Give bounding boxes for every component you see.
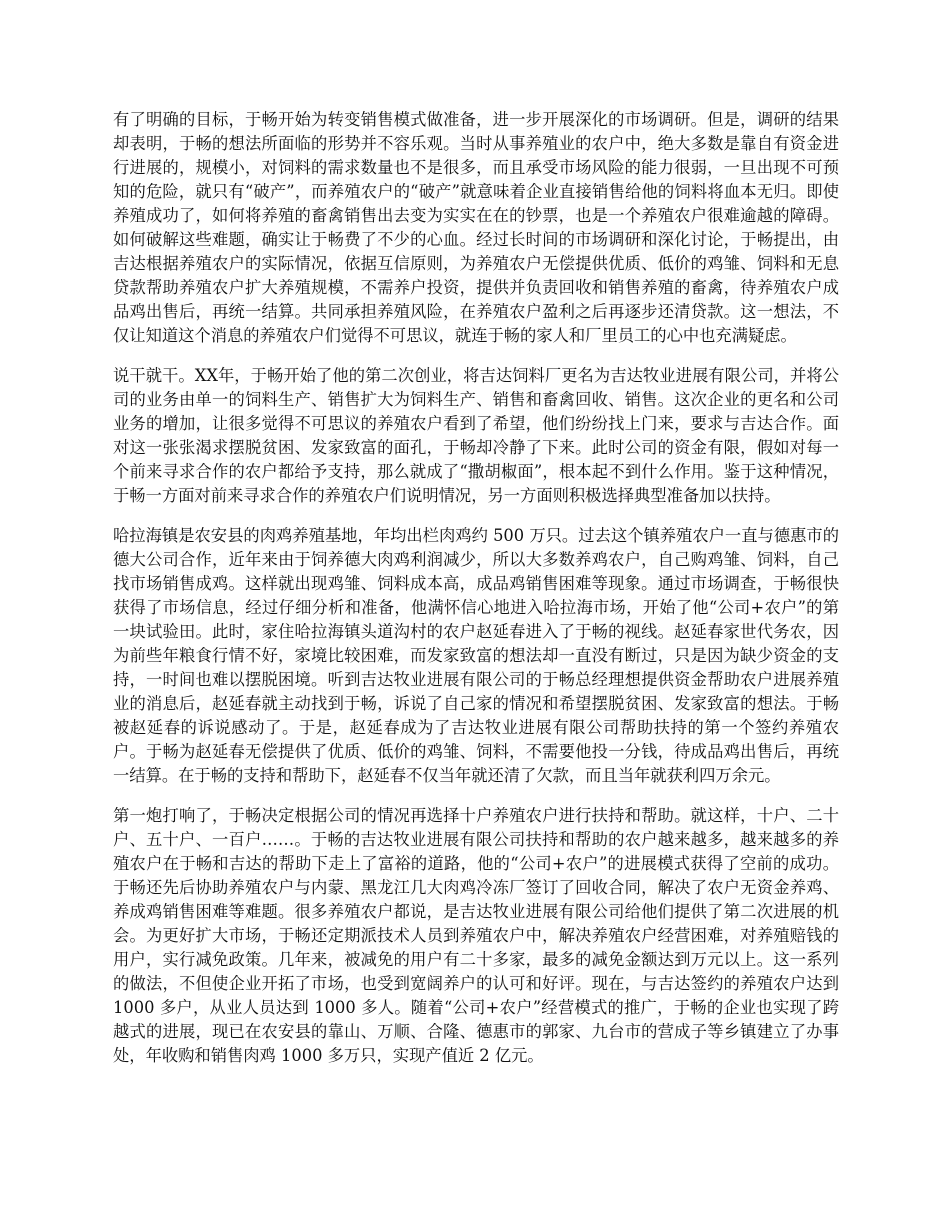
paragraph-4: 第一炮打响了，于畅决定根据公司的情况再选择十户养殖农户进行扶持和帮助。就这样，十户、二十户、五十户、一百户……。于畅的吉达牧业进展有限公司扶持和帮助的农户越来越多，越来越多的养殖农户在于畅和吉达的帮助下走上了富裕的道路，他的“公司+农户”的进展模式获得了空前的成功。于畅还先后协助养殖农户与内蒙、黑龙江几大肉鸡冷冻厂签订了回收合同，解决了农户无资金养鸡、养成鸡销售困难等难题。很多养殖农户都说，是吉达牧业进展有限公司给他们提供了第二次进展的机会。为更好扩大市场，于畅还定期派技术人员到养殖农户中，解决养殖农户经营困难，对养殖赔钱的用户，实行减免政策。几年来，被减免的用户有二十多家，最多的减免金额达到万元以上。这一系列的做法，不但使企业开拓了市场，也受到宽阔养户的认可和好评。现在，与吉达签约的养殖农户达到 1000 多户，从业人员达到 1000 多人。随着“公司+农户”经营模式的推广，于畅的企业也实现了跨越式的进展，现已在农安县的靠山、万顺、合隆、德惠市的郭家、九台市的营成子等乡镇建立了办事处，年收购和销售肉鸡 1000 多万只，实现产值近 2 亿元。	[113, 806, 839, 1065]
paragraph-2: 说干就干。XX年，于畅开始了他的第二次创业，将吉达饲料厂更名为吉达牧业进展有限公司，并将公司的业务由单一的饲料生产、销售扩大为饲料生产、销售和畜禽回收、销售。这次企业的更名和公司业务的增加，让很多觉得不可思议的养殖农户看到了希望，他们纷纷找上门来，要求与吉达合作。面对这一张张渴求摆脱贫困、发家致富的面孔，于畅却冷静了下来。此时公司的资金有限，假如对每一个前来寻求合作的农户都给予支持，那么就成了“撒胡椒面”，根本起不到什么作用。鉴于这种情况，于畅一方面对前来寻求合作的养殖农户们说明情况，另一方面则积极选择典型准备加以扶持。	[113, 366, 839, 505]
document-body	[113, 108, 839, 1084]
paragraph-3: 哈拉海镇是农安县的肉鸡养殖基地，年均出栏肉鸡约 500 万只。过去这个镇养殖农户一直与德惠市的德大公司合作，近年来由于饲养德大肉鸡利润减少，所以大多数养鸡农户，自己购鸡雏、饲料，自己找市场销售成鸡。这样就出现鸡雏、饲料成本高，成品鸡销售困难等现象。通过市场调查，于畅很快获得了市场信息，经过仔细分析和准备，他满怀信心地进入哈拉海市场，开始了他“公司+农户”的第一块试验田。此时，家住哈拉海镇头道沟村的农户赵延春进入了于畅的视线。赵延春家世代务农，因为前些年粮食行情不好，家境比较困难，而发家致富的想法却一直没有断过，只是因为缺少资金的支持，一时间也难以摆脱困境。听到吉达牧业进展有限公司的于畅总经理想提供资金帮助农户进展养殖业的消息后，赵延春就主动找到于畅，诉说了自己家的情况和希望摆脱贫困、发家致富的想法。于畅被赵延春的诉说感动了。于是，赵延春成为了吉达牧业进展有限公司帮助扶持的第一个签约养殖农户。于畅为赵延春无偿提供了优质、低价的鸡雏、饲料，不需要他投一分钱，待成品鸡出售后，再统一结算。在于畅的支持和帮助下，赵延春不仅当年就还清了欠款，而且当年就获利四万余元。	[113, 526, 839, 785]
paragraph-1: 有了明确的目标，于畅开始为转变销售模式做准备，进一步开展深化的市场调研。但是，调研的结果却表明，于畅的想法所面临的形势并不容乐观。当时从事养殖业的农户中，绝大多数是靠自有资金进行进展的，规模小，对饲料的需求数量也不是很多，而且承受市场风险的能力很弱，一旦出现不可预知的危险，就只有“破产”，而养殖农户的“破产”就意味着企业直接销售给他的饲料将血本无归。即使养殖成功了，如何将养殖的畜禽销售出去变为实实在在的钞票，也是一个养殖农户很难逾越的障碍。如何破解这些难题，确实让于畅费了不少的心血。经过长时间的市场调研和深化讨论，于畅提出，由吉达根据养殖农户的实际情况，依据互信原则，为养殖农户无偿提供优质、低价的鸡雏、饲料和无息贷款帮助养殖农户扩大养殖规模，不需养户投资，提供并负责回收和销售养殖的畜禽，待养殖农户成品鸡出售后，再统一结算。共同承担养殖风险，在养殖农户盈利之后再逐步还清贷款。这一想法，不仅让知道这个消息的养殖农户们觉得不可思议，就连于畅的家人和厂里员工的心中也充满疑虑。	[113, 110, 839, 345]
